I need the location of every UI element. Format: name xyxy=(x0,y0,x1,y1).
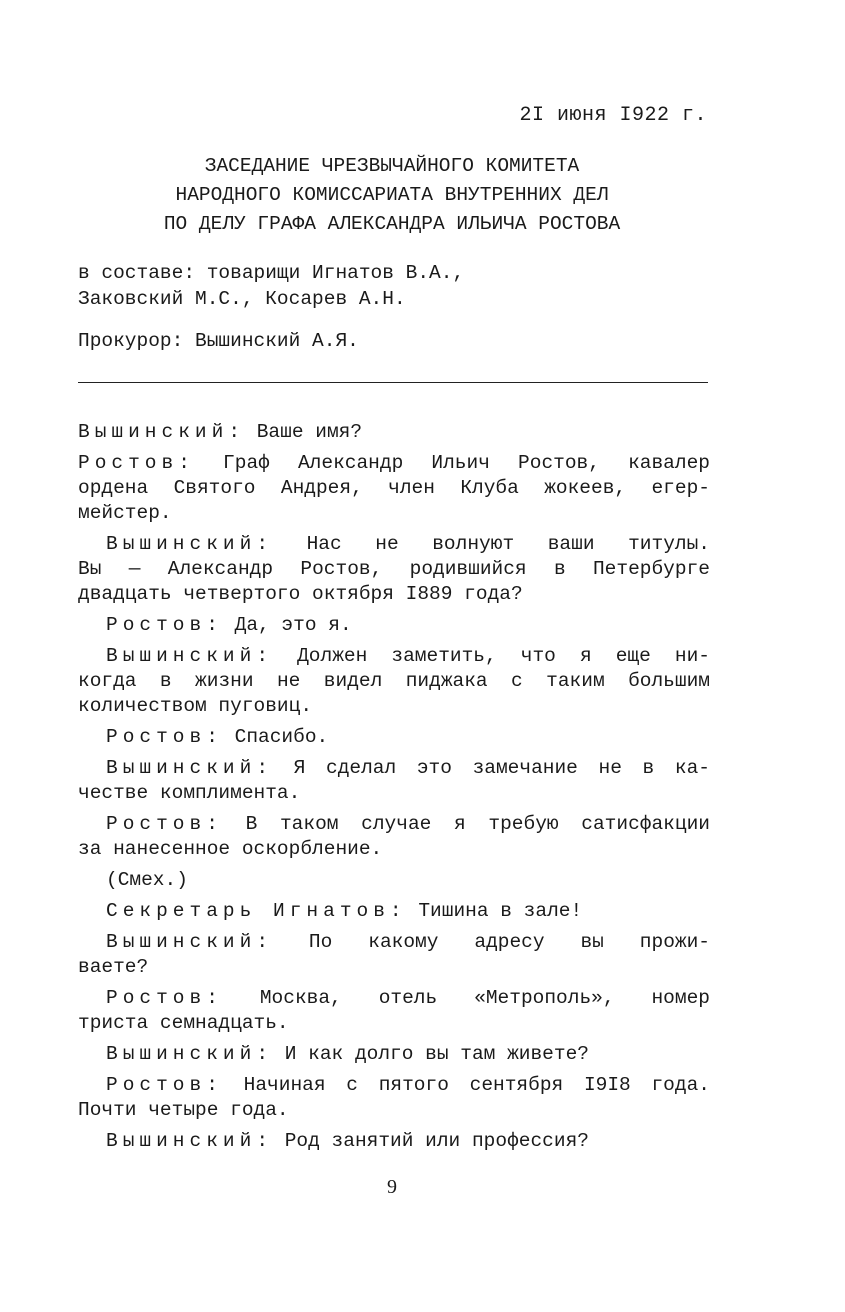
transcript-line xyxy=(78,986,710,1011)
transcript-line xyxy=(78,756,710,781)
transcript-paragraph xyxy=(78,899,710,924)
transcript-line xyxy=(78,1042,710,1067)
speaker-name: Ростов: xyxy=(106,726,223,748)
transcript-paragraph xyxy=(78,930,710,980)
transcript-line xyxy=(78,930,710,955)
page-number: 9 xyxy=(387,1176,397,1198)
transcript-line xyxy=(78,694,710,719)
transcript-line xyxy=(78,613,710,638)
speech-text: Почти четыре года. xyxy=(78,1099,289,1121)
speech-text: Да, это я. xyxy=(222,614,352,636)
title-line-3: ПО ДЕЛУ ГРАФА АЛЕКСАНДРА ИЛЬИЧА РОСТОВА xyxy=(163,213,621,235)
transcript-line xyxy=(78,781,710,806)
session-date: 2I июня I922 г. xyxy=(519,104,707,127)
speech-text: Тишина в зале! xyxy=(406,900,583,922)
composition-line-2: Заковский М.С., Косарев А.Н. xyxy=(78,288,406,310)
speech-text: ваете? xyxy=(78,956,149,978)
transcript-line xyxy=(78,451,710,476)
transcript-line xyxy=(78,812,710,837)
speech-text: В таком случае я требую сатисфакции xyxy=(222,813,710,835)
transcript-paragraph xyxy=(78,1129,710,1154)
speech-text: Спасибо. xyxy=(222,726,329,748)
speech-text: триста семнадцать. xyxy=(78,1012,289,1034)
composition-line-1: в составе: товарищи Игнатов В.А., xyxy=(78,262,465,284)
speech-text: Начиная с пятого сентября I9I8 года. xyxy=(222,1074,710,1096)
transcript-line xyxy=(78,1011,710,1036)
speaker-name: Вышинский: xyxy=(106,757,274,779)
transcript-paragraph xyxy=(78,868,710,893)
transcript-line xyxy=(78,501,710,526)
speech-text: ордена Святого Андрея, член Клуба жокеев, егер- xyxy=(78,477,710,499)
speaker-name: Вышинский: xyxy=(106,1130,274,1152)
speaker-name: Вышинский: xyxy=(106,533,274,555)
transcript-line xyxy=(78,582,710,607)
speech-text: двадцать четвертого октября I889 года? xyxy=(78,583,523,605)
speaker-name: Вышинский: xyxy=(106,931,274,953)
speaker-name: Вышинский: xyxy=(106,1043,274,1065)
speech-text: По какому адресу вы прожи- xyxy=(273,931,710,953)
transcript-line xyxy=(78,837,710,862)
speaker-name: Ростов: xyxy=(106,614,223,636)
separator-rule xyxy=(78,382,708,383)
transcript-line xyxy=(78,1098,710,1123)
transcript-line xyxy=(78,1129,710,1154)
transcript-line xyxy=(78,532,710,557)
transcript-paragraph xyxy=(78,812,710,862)
speech-text: Граф Александр Ильич Ростов, кавалер xyxy=(194,452,710,474)
speech-text: И как долго вы там живете? xyxy=(273,1043,589,1065)
speaker-name: Вышинский: xyxy=(106,645,274,667)
speaker-name: Ростов: xyxy=(106,987,223,1009)
transcript-paragraph xyxy=(78,725,710,750)
speech-text: когда в жизни не видел пиджака с таким большим xyxy=(78,670,710,692)
transcript-line xyxy=(78,669,710,694)
transcript-paragraph xyxy=(78,644,710,719)
speaker-name: Ростов: xyxy=(106,1074,223,1096)
transcript-line xyxy=(78,1073,710,1098)
session-title xyxy=(60,152,724,239)
transcript xyxy=(78,420,710,1160)
speech-text: Ваше имя? xyxy=(245,421,363,443)
transcript-line xyxy=(78,557,710,582)
speech-text: Вы — Александр Ростов, родившийся в Петербурге xyxy=(78,558,710,580)
speech-text: Нас не волнуют ваши титулы. xyxy=(273,533,710,555)
transcript-line xyxy=(78,420,710,445)
transcript-paragraph xyxy=(78,986,710,1036)
transcript-line xyxy=(78,725,710,750)
speaker-name: Ростов: xyxy=(106,813,223,835)
speaker-name: Ростов: xyxy=(78,452,195,474)
transcript-paragraph xyxy=(78,1073,710,1123)
speaker-name: Вышинский: xyxy=(78,421,246,443)
title-line-1: ЗАСЕДАНИЕ ЧРЕЗВЫЧАЙНОГО КОМИТЕТА xyxy=(204,155,580,177)
speech-text: количеством пуговиц. xyxy=(78,695,313,717)
transcript-line xyxy=(78,899,710,924)
speech-text: Должен заметить, что я еще ни- xyxy=(273,645,710,667)
transcript-paragraph xyxy=(78,1042,710,1067)
speaker-name: Секретарь Игнатов: xyxy=(106,900,407,922)
transcript-line xyxy=(78,868,710,893)
speech-text: Род занятий или профессия? xyxy=(273,1130,589,1152)
prosecutor-line: Прокурор: Вышинский А.Я. xyxy=(78,330,359,352)
speech-text: Москва, отель «Метрополь», номер xyxy=(222,987,710,1009)
transcript-paragraph xyxy=(78,451,710,526)
transcript-line xyxy=(78,476,710,501)
speech-text: (Смех.) xyxy=(106,869,188,891)
transcript-paragraph xyxy=(78,420,710,445)
transcript-line xyxy=(78,955,710,980)
transcript-paragraph xyxy=(78,756,710,806)
transcript-paragraph xyxy=(78,532,710,607)
title-line-2: НАРОДНОГО КОМИССАРИАТА ВНУТРЕННИХ ДЕЛ xyxy=(175,184,609,206)
committee-composition xyxy=(78,260,718,312)
speech-text: за нанесенное оскорбление. xyxy=(78,838,383,860)
speech-text: честве комплимента. xyxy=(78,782,301,804)
speech-text: Я сделал это замечание не в ка- xyxy=(273,757,710,779)
transcript-paragraph xyxy=(78,613,710,638)
speech-text: мейстер. xyxy=(78,502,172,524)
transcript-line xyxy=(78,644,710,669)
